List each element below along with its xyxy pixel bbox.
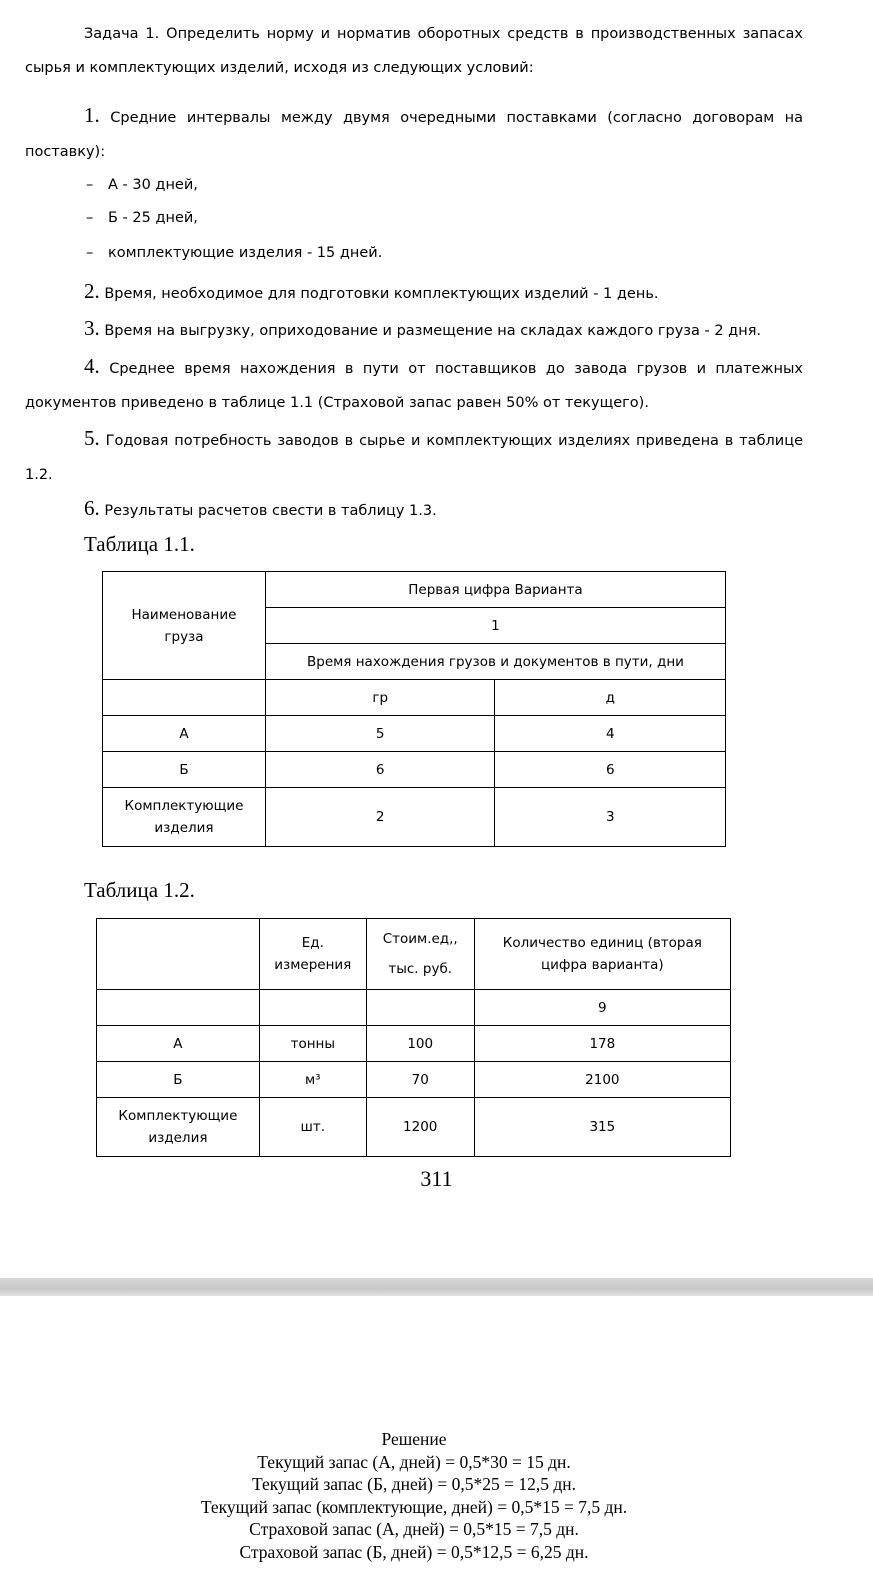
item-text: Годовая потребность заводов в сырье и комплектующих изделиях приведена в таблице 1.2. (25, 433, 803, 483)
table-row (103, 716, 726, 752)
header-unit: Ед. измерения (259, 919, 366, 990)
cell-cost: 70 (366, 1062, 474, 1098)
task-item-6 (25, 491, 803, 528)
cell-name: Б (97, 1062, 260, 1098)
dash-item-b (86, 208, 198, 228)
solution-line: Страховой запас (А, дней) = 0,5*15 = 7,5 дн. (249, 1519, 579, 1539)
item-number: 3. (84, 316, 100, 340)
item-text: Время на выгрузку, оприходование и размещение на складах каждого груза - 2 дня. (104, 323, 762, 339)
cell-qty: 315 (474, 1098, 730, 1157)
table1-caption: Таблица 1.1. (84, 532, 195, 556)
dash-item-parts (86, 243, 382, 263)
table-row (97, 1062, 731, 1098)
task-item-2 (25, 274, 803, 311)
solution-title: Решение (381, 1429, 447, 1449)
task-item-1 (25, 98, 803, 169)
table-row (103, 788, 726, 847)
header-cost-line2: тыс. руб. (388, 961, 453, 977)
cell-d: 6 (495, 752, 726, 788)
item-number: 1. (84, 103, 100, 127)
dash-text: Б - 25 дней, (108, 210, 198, 226)
dash-mark: – (86, 210, 94, 226)
cell-name: Комплектующие изделия (103, 788, 266, 847)
header-variant-value: 9 (474, 990, 730, 1026)
cell-cost: 100 (366, 1026, 474, 1062)
empty-cell (259, 990, 366, 1026)
cell-qty: 2100 (474, 1062, 730, 1098)
item-text: Среднее время нахождения в пути от поставщиков до завода грузов и платежных документов приведено в таблице 1.1 (Страховой запас равен 50% от текущего). (25, 361, 804, 411)
empty-cell (97, 919, 260, 990)
solution-line: Текущий запас (Б, дней) = 0,5*25 = 12,5 дн. (252, 1474, 576, 1494)
cell-gr: 2 (265, 788, 495, 847)
table-row (97, 1098, 731, 1157)
item-number: 6. (84, 496, 100, 520)
header-variant: Первая цифра Варианта (265, 572, 725, 608)
empty-cell (97, 990, 260, 1026)
item-text: Результаты расчетов свести в таблицу 1.3. (104, 503, 437, 519)
dash-item-a (86, 175, 198, 195)
task-intro: Задача 1. Определить норму и норматив оборотных средств в производственных запасах сырья и комплектующих изделий, исходя из следующих условий: (25, 26, 803, 76)
header-cost-line1: Стоим.ед,, (382, 931, 458, 947)
header-quantity: Количество единиц (вторая цифра варианта) (474, 919, 730, 990)
table2-caption: Таблица 1.2. (84, 878, 195, 902)
dash-text: А - 30 дней, (108, 177, 198, 193)
header-variant-value: 1 (265, 608, 725, 644)
solution-block (0, 1428, 828, 1563)
solution-line: Текущий запас (А, дней) = 0,5*30 = 15 дн. (257, 1451, 571, 1472)
cell-name: Б (103, 752, 266, 788)
solution-line: Текущий запас (комплектующие, дней) = 0,5*15 = 7,5 дн. (200, 1496, 628, 1517)
task-item-5 (25, 421, 803, 492)
solution-line: Страховой запас (Б, дней) = 0,5*12,5 = 6,25 дн. (239, 1541, 589, 1562)
cell-gr: 6 (265, 752, 495, 788)
table-row (97, 1026, 731, 1062)
table-row (103, 752, 726, 788)
header-gr: гр (265, 680, 495, 716)
item-text: Время, необходимое для подготовки комплектующих изделий - 1 день. (104, 286, 659, 302)
page-number: 311 (420, 1166, 453, 1191)
task-item-3 (25, 311, 803, 348)
page-separator (0, 1278, 873, 1296)
header-cost (366, 919, 474, 990)
cell-cost: 1200 (366, 1098, 474, 1157)
empty-cell (366, 990, 474, 1026)
header-cargo-name: Наименование груза (103, 572, 266, 680)
dash-mark: – (86, 245, 94, 261)
item-number: 2. (84, 279, 100, 303)
item-number: 5. (84, 426, 100, 450)
header-transit-time: Время нахождения грузов и документов в пути, дни (265, 644, 725, 680)
cell-unit: тонны (259, 1026, 366, 1062)
cell-name: А (97, 1026, 260, 1062)
dash-text: комплектующие изделия - 15 дней. (108, 245, 383, 261)
table-1-2 (96, 918, 731, 1157)
cell-name: А (103, 716, 266, 752)
table-1-1 (102, 571, 726, 847)
task-item-4 (25, 349, 803, 420)
header-d: д (495, 680, 726, 716)
cell-name: Комплектующие изделия (97, 1098, 260, 1157)
cell-gr: 5 (265, 716, 495, 752)
cell-d: 3 (495, 788, 726, 847)
dash-mark: – (86, 177, 94, 193)
cell-d: 4 (495, 716, 726, 752)
cell-unit: шт. (259, 1098, 366, 1157)
item-number: 4. (84, 354, 100, 378)
cell-qty: 178 (474, 1026, 730, 1062)
item-text: Средние интервалы между двумя очередными поставками (согласно договорам на поставку): (25, 110, 804, 160)
empty-cell (103, 680, 266, 716)
cell-unit: м³ (259, 1062, 366, 1098)
